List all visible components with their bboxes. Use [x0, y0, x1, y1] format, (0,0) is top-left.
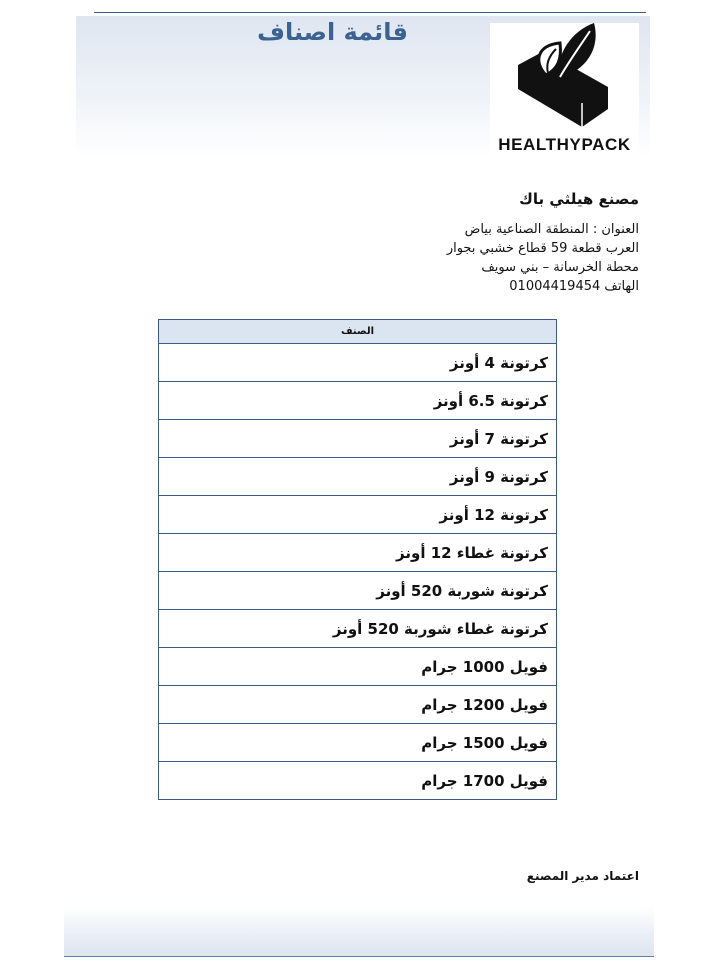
table-cell: فويل 1700 جرام: [159, 762, 557, 800]
table-cell: فويل 1000 جرام: [159, 648, 557, 686]
table-cell: كرتونة 6.5 أونز: [159, 382, 557, 420]
table-cell: فويل 1500 جرام: [159, 724, 557, 762]
address-line: العنوان : المنطقة الصناعية بياض: [464, 222, 639, 237]
phone-line: الهاتف 01004419454: [509, 279, 639, 294]
address-block: [399, 220, 639, 296]
table-row: [159, 458, 557, 496]
page-title: قائمة اصناف: [257, 18, 408, 46]
table-cell: كرتونة غطاء شوربة 520 أونز: [159, 610, 557, 648]
table-row: [159, 382, 557, 420]
table-cell: كرتونة 12 أونز: [159, 496, 557, 534]
table-row: [159, 496, 557, 534]
table-row: [159, 572, 557, 610]
top-rule: [94, 12, 646, 13]
address-line: العرب قطعة 59 قطاع خشبي بجوار: [446, 241, 639, 256]
table-row: [159, 610, 557, 648]
logo-wordmark: HEALTHYPACK: [498, 135, 631, 154]
table-row: [159, 648, 557, 686]
table-header-row: [159, 320, 557, 344]
items-table: [158, 319, 557, 800]
company-logo: [490, 23, 639, 158]
address-line: محطة الخرسانة – بني سويف: [481, 260, 639, 275]
table-cell: كرتونة 9 أونز: [159, 458, 557, 496]
column-header-item: الصنف: [159, 320, 557, 344]
footer-band: [64, 906, 654, 956]
table-cell: فويل 1200 جرام: [159, 686, 557, 724]
table-cell: كرتونة 4 أونز: [159, 344, 557, 382]
table-row: [159, 344, 557, 382]
manager-approval-label: اعتماد مدير المصنع: [526, 869, 639, 883]
leaf-box-logo-icon: [516, 23, 614, 131]
table-cell: كرتونة 7 أونز: [159, 420, 557, 458]
table-row: [159, 762, 557, 800]
table-cell: كرتونة غطاء 12 أونز: [159, 534, 557, 572]
factory-name: مصنع هيلثي باك: [519, 190, 639, 208]
footer-rule: [64, 956, 654, 957]
table-row: [159, 420, 557, 458]
table-row: [159, 724, 557, 762]
table-cell: كرتونة شوربة 520 أونز: [159, 572, 557, 610]
table-row: [159, 686, 557, 724]
table-row: [159, 534, 557, 572]
